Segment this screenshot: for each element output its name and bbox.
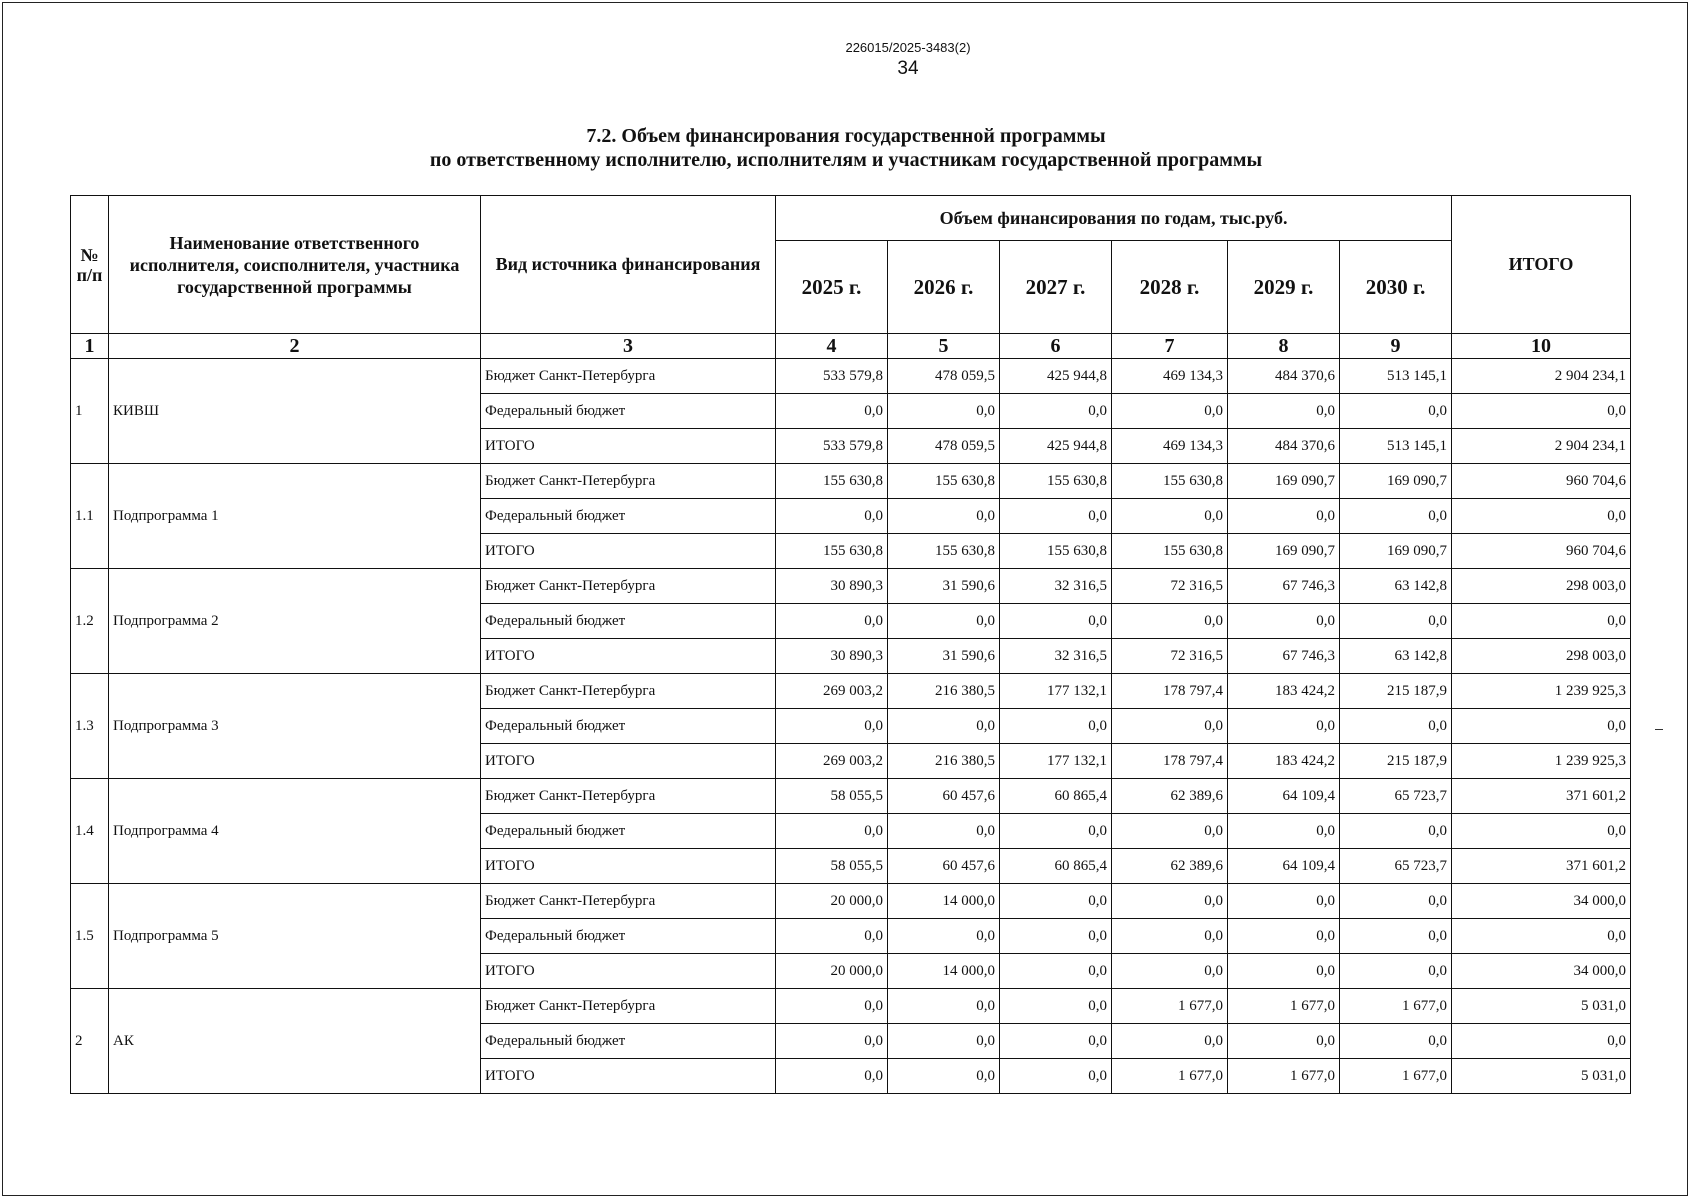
year-value-cell: 0,0 (1000, 814, 1112, 849)
row-number: 1.3 (71, 674, 109, 779)
year-value-cell: 0,0 (1340, 1024, 1452, 1059)
year-value-cell: 0,0 (888, 1059, 1000, 1094)
column-number: 2 (109, 334, 481, 359)
funding-source: Федеральный бюджет (481, 1024, 776, 1059)
header-year: 2029 г. (1228, 241, 1340, 334)
executor-name: Подпрограмма 3 (109, 674, 481, 779)
funding-source: Федеральный бюджет (481, 814, 776, 849)
year-value-cell: 30 890,3 (776, 639, 888, 674)
year-value-cell: 169 090,7 (1340, 464, 1452, 499)
header-year: 2025 г. (776, 241, 888, 334)
year-value-cell: 0,0 (776, 814, 888, 849)
funding-source: Бюджет Санкт-Петербурга (481, 989, 776, 1024)
year-value-cell: 67 746,3 (1228, 639, 1340, 674)
year-value-cell: 0,0 (1340, 394, 1452, 429)
year-value-cell: 60 457,6 (888, 849, 1000, 884)
column-number: 8 (1228, 334, 1340, 359)
total-cell: 0,0 (1452, 394, 1631, 429)
year-value-cell: 216 380,5 (888, 744, 1000, 779)
total-cell: 960 704,6 (1452, 534, 1631, 569)
year-value-cell: 62 389,6 (1112, 849, 1228, 884)
year-value-cell: 0,0 (1112, 709, 1228, 744)
year-value-cell: 0,0 (1340, 954, 1452, 989)
year-value-cell: 32 316,5 (1000, 569, 1112, 604)
year-value-cell: 155 630,8 (776, 534, 888, 569)
total-cell: 0,0 (1452, 709, 1631, 744)
year-value-cell: 20 000,0 (776, 884, 888, 919)
year-value-cell: 0,0 (888, 814, 1000, 849)
year-value-cell: 469 134,3 (1112, 429, 1228, 464)
year-value-cell: 0,0 (776, 1059, 888, 1094)
header-years-group: Объем финансирования по годам, тыс.руб. (776, 196, 1452, 241)
year-value-cell: 31 590,6 (888, 639, 1000, 674)
column-number: 6 (1000, 334, 1112, 359)
executor-name: Подпрограмма 1 (109, 464, 481, 569)
year-value-cell: 177 132,1 (1000, 674, 1112, 709)
funding-source: ИТОГО (481, 849, 776, 884)
column-number-row (71, 334, 1631, 359)
year-value-cell: 60 865,4 (1000, 849, 1112, 884)
year-value-cell: 0,0 (1000, 989, 1112, 1024)
year-value-cell: 1 677,0 (1340, 1059, 1452, 1094)
funding-source: ИТОГО (481, 639, 776, 674)
year-value-cell: 1 677,0 (1112, 1059, 1228, 1094)
row-number: 1.4 (71, 779, 109, 884)
total-cell: 298 003,0 (1452, 639, 1631, 674)
header-year: 2030 г. (1340, 241, 1452, 334)
header-year: 2028 г. (1112, 241, 1228, 334)
year-value-cell: 0,0 (1000, 394, 1112, 429)
total-cell: 2 904 234,1 (1452, 359, 1631, 394)
column-number: 9 (1340, 334, 1452, 359)
year-value-cell: 169 090,7 (1228, 464, 1340, 499)
year-value-cell: 155 630,8 (1112, 534, 1228, 569)
funding-source: Федеральный бюджет (481, 394, 776, 429)
year-value-cell: 0,0 (1340, 814, 1452, 849)
executor-name: Подпрограмма 5 (109, 884, 481, 989)
year-value-cell: 0,0 (1112, 1024, 1228, 1059)
total-cell: 1 239 925,3 (1452, 674, 1631, 709)
table-row (71, 989, 1631, 1024)
funding-source: ИТОГО (481, 954, 776, 989)
funding-source: Федеральный бюджет (481, 919, 776, 954)
year-value-cell: 60 865,4 (1000, 779, 1112, 814)
year-value-cell: 0,0 (1340, 499, 1452, 534)
year-value-cell: 269 003,2 (776, 674, 888, 709)
page-number: 34 (897, 58, 919, 79)
header-name: Наименование ответственного исполнителя, соисполнителя, участника государственной программы (109, 196, 481, 334)
funding-source: Федеральный бюджет (481, 709, 776, 744)
year-value-cell: 1 677,0 (1228, 989, 1340, 1024)
funding-source: ИТОГО (481, 744, 776, 779)
funding-source: ИТОГО (481, 429, 776, 464)
year-value-cell: 0,0 (888, 499, 1000, 534)
year-value-cell: 14 000,0 (888, 884, 1000, 919)
executor-name: Подпрограмма 2 (109, 569, 481, 674)
year-value-cell: 155 630,8 (776, 464, 888, 499)
year-value-cell: 155 630,8 (1000, 534, 1112, 569)
column-number: 5 (888, 334, 1000, 359)
year-value-cell: 513 145,1 (1340, 359, 1452, 394)
year-value-cell: 0,0 (1228, 499, 1340, 534)
year-value-cell: 478 059,5 (888, 429, 1000, 464)
year-value-cell: 155 630,8 (888, 464, 1000, 499)
funding-source: Бюджет Санкт-Петербурга (481, 464, 776, 499)
year-value-cell: 58 055,5 (776, 779, 888, 814)
year-value-cell: 0,0 (1000, 954, 1112, 989)
funding-source: Федеральный бюджет (481, 604, 776, 639)
year-value-cell: 0,0 (888, 989, 1000, 1024)
year-value-cell: 425 944,8 (1000, 359, 1112, 394)
year-value-cell: 478 059,5 (888, 359, 1000, 394)
total-cell: 1 239 925,3 (1452, 744, 1631, 779)
total-cell: 34 000,0 (1452, 954, 1631, 989)
year-value-cell: 0,0 (1228, 604, 1340, 639)
header-year: 2026 г. (888, 241, 1000, 334)
margin-mark (1655, 729, 1663, 730)
table-body (71, 359, 1631, 1094)
year-value-cell: 183 424,2 (1228, 744, 1340, 779)
total-cell: 371 601,2 (1452, 779, 1631, 814)
year-value-cell: 0,0 (1228, 394, 1340, 429)
table-row (71, 674, 1631, 709)
year-value-cell: 169 090,7 (1228, 534, 1340, 569)
year-value-cell: 0,0 (1000, 1059, 1112, 1094)
year-value-cell: 0,0 (1228, 1024, 1340, 1059)
year-value-cell: 269 003,2 (776, 744, 888, 779)
header-year: 2027 г. (1000, 241, 1112, 334)
year-value-cell: 0,0 (1228, 954, 1340, 989)
year-value-cell: 64 109,4 (1228, 779, 1340, 814)
table-row (71, 779, 1631, 814)
year-value-cell: 215 187,9 (1340, 674, 1452, 709)
year-value-cell: 216 380,5 (888, 674, 1000, 709)
year-value-cell: 177 132,1 (1000, 744, 1112, 779)
year-value-cell: 215 187,9 (1340, 744, 1452, 779)
year-value-cell: 63 142,8 (1340, 569, 1452, 604)
funding-source: Бюджет Санкт-Петербурга (481, 779, 776, 814)
funding-source: Бюджет Санкт-Петербурга (481, 359, 776, 394)
year-value-cell: 183 424,2 (1228, 674, 1340, 709)
executor-name: КИВШ (109, 359, 481, 464)
total-cell: 0,0 (1452, 604, 1631, 639)
year-value-cell: 0,0 (1112, 604, 1228, 639)
year-value-cell: 0,0 (1000, 709, 1112, 744)
year-value-cell: 0,0 (1112, 954, 1228, 989)
year-value-cell: 65 723,7 (1340, 849, 1452, 884)
year-value-cell: 0,0 (1228, 814, 1340, 849)
header-row-top (71, 196, 1631, 241)
year-value-cell: 0,0 (1000, 604, 1112, 639)
total-cell: 5 031,0 (1452, 989, 1631, 1024)
year-value-cell: 513 145,1 (1340, 429, 1452, 464)
year-value-cell: 30 890,3 (776, 569, 888, 604)
year-value-cell: 0,0 (1228, 709, 1340, 744)
total-cell: 0,0 (1452, 499, 1631, 534)
year-value-cell: 0,0 (1000, 884, 1112, 919)
year-value-cell: 58 055,5 (776, 849, 888, 884)
year-value-cell: 0,0 (888, 709, 1000, 744)
year-value-cell: 469 134,3 (1112, 359, 1228, 394)
year-value-cell: 0,0 (1228, 919, 1340, 954)
row-number: 2 (71, 989, 109, 1094)
year-value-cell: 0,0 (776, 989, 888, 1024)
year-value-cell: 484 370,6 (1228, 359, 1340, 394)
year-value-cell: 0,0 (1000, 919, 1112, 954)
year-value-cell: 0,0 (1340, 884, 1452, 919)
year-value-cell: 0,0 (1112, 394, 1228, 429)
year-value-cell: 484 370,6 (1228, 429, 1340, 464)
year-value-cell: 0,0 (776, 604, 888, 639)
year-value-cell: 14 000,0 (888, 954, 1000, 989)
year-value-cell: 0,0 (776, 919, 888, 954)
year-value-cell: 155 630,8 (888, 534, 1000, 569)
column-number: 7 (1112, 334, 1228, 359)
year-value-cell: 72 316,5 (1112, 639, 1228, 674)
row-number: 1.2 (71, 569, 109, 674)
year-value-cell: 65 723,7 (1340, 779, 1452, 814)
year-value-cell: 178 797,4 (1112, 744, 1228, 779)
executor-name: АК (109, 989, 481, 1094)
funding-source: ИТОГО (481, 534, 776, 569)
year-value-cell: 1 677,0 (1228, 1059, 1340, 1094)
header-total: ИТОГО (1452, 196, 1631, 334)
year-value-cell: 60 457,6 (888, 779, 1000, 814)
year-value-cell: 67 746,3 (1228, 569, 1340, 604)
year-value-cell: 1 677,0 (1340, 989, 1452, 1024)
year-value-cell: 0,0 (1340, 709, 1452, 744)
total-cell: 0,0 (1452, 919, 1631, 954)
year-value-cell: 178 797,4 (1112, 674, 1228, 709)
table-row (71, 359, 1631, 394)
year-value-cell: 533 579,8 (776, 359, 888, 394)
table-row (71, 464, 1631, 499)
year-value-cell: 64 109,4 (1228, 849, 1340, 884)
year-value-cell: 0,0 (776, 394, 888, 429)
year-value-cell: 0,0 (1340, 919, 1452, 954)
year-value-cell: 31 590,6 (888, 569, 1000, 604)
total-cell: 0,0 (1452, 1024, 1631, 1059)
row-number: 1 (71, 359, 109, 464)
year-value-cell: 0,0 (776, 1024, 888, 1059)
column-number: 4 (776, 334, 888, 359)
header-source: Вид источника финансирования (481, 196, 776, 334)
title-line-2: по ответственному исполнителю, исполнителям и участникам государственной программы (429, 149, 1263, 171)
year-value-cell: 0,0 (1000, 1024, 1112, 1059)
year-value-cell: 0,0 (1112, 499, 1228, 534)
year-value-cell: 1 677,0 (1112, 989, 1228, 1024)
financing-table (70, 195, 1631, 1094)
year-value-cell: 72 316,5 (1112, 569, 1228, 604)
year-value-cell: 0,0 (1112, 884, 1228, 919)
year-value-cell: 155 630,8 (1112, 464, 1228, 499)
year-value-cell: 0,0 (1340, 604, 1452, 639)
table-row (71, 569, 1631, 604)
header-no: № п/п (71, 196, 109, 334)
year-value-cell: 32 316,5 (1000, 639, 1112, 674)
funding-source: Бюджет Санкт-Петербурга (481, 569, 776, 604)
year-value-cell: 0,0 (1228, 884, 1340, 919)
total-cell: 2 904 234,1 (1452, 429, 1631, 464)
year-value-cell: 425 944,8 (1000, 429, 1112, 464)
table-row (71, 884, 1631, 919)
funding-source: Бюджет Санкт-Петербурга (481, 884, 776, 919)
year-value-cell: 0,0 (888, 604, 1000, 639)
year-value-cell: 0,0 (776, 499, 888, 534)
year-value-cell: 0,0 (888, 919, 1000, 954)
year-value-cell: 63 142,8 (1340, 639, 1452, 674)
year-value-cell: 155 630,8 (1000, 464, 1112, 499)
column-number: 3 (481, 334, 776, 359)
year-value-cell: 0,0 (888, 394, 1000, 429)
year-value-cell: 62 389,6 (1112, 779, 1228, 814)
row-number: 1.5 (71, 884, 109, 989)
column-number: 10 (1452, 334, 1631, 359)
year-value-cell: 533 579,8 (776, 429, 888, 464)
year-value-cell: 0,0 (888, 1024, 1000, 1059)
year-value-cell: 20 000,0 (776, 954, 888, 989)
title-line-1: 7.2. Объем финансирования государственной программы (586, 125, 1106, 147)
total-cell: 34 000,0 (1452, 884, 1631, 919)
column-number: 1 (71, 334, 109, 359)
total-cell: 5 031,0 (1452, 1059, 1631, 1094)
total-cell: 298 003,0 (1452, 569, 1631, 604)
total-cell: 371 601,2 (1452, 849, 1631, 884)
row-number: 1.1 (71, 464, 109, 569)
funding-source: Федеральный бюджет (481, 499, 776, 534)
total-cell: 960 704,6 (1452, 464, 1631, 499)
table-title (300, 124, 1392, 172)
year-value-cell: 0,0 (1112, 814, 1228, 849)
document-number: 226015/2025-3483(2) (845, 40, 971, 55)
executor-name: Подпрограмма 4 (109, 779, 481, 884)
year-value-cell: 0,0 (1000, 499, 1112, 534)
total-cell: 0,0 (1452, 814, 1631, 849)
year-value-cell: 0,0 (776, 709, 888, 744)
year-value-cell: 0,0 (1112, 919, 1228, 954)
funding-source: ИТОГО (481, 1059, 776, 1094)
year-value-cell: 169 090,7 (1340, 534, 1452, 569)
funding-source: Бюджет Санкт-Петербурга (481, 674, 776, 709)
